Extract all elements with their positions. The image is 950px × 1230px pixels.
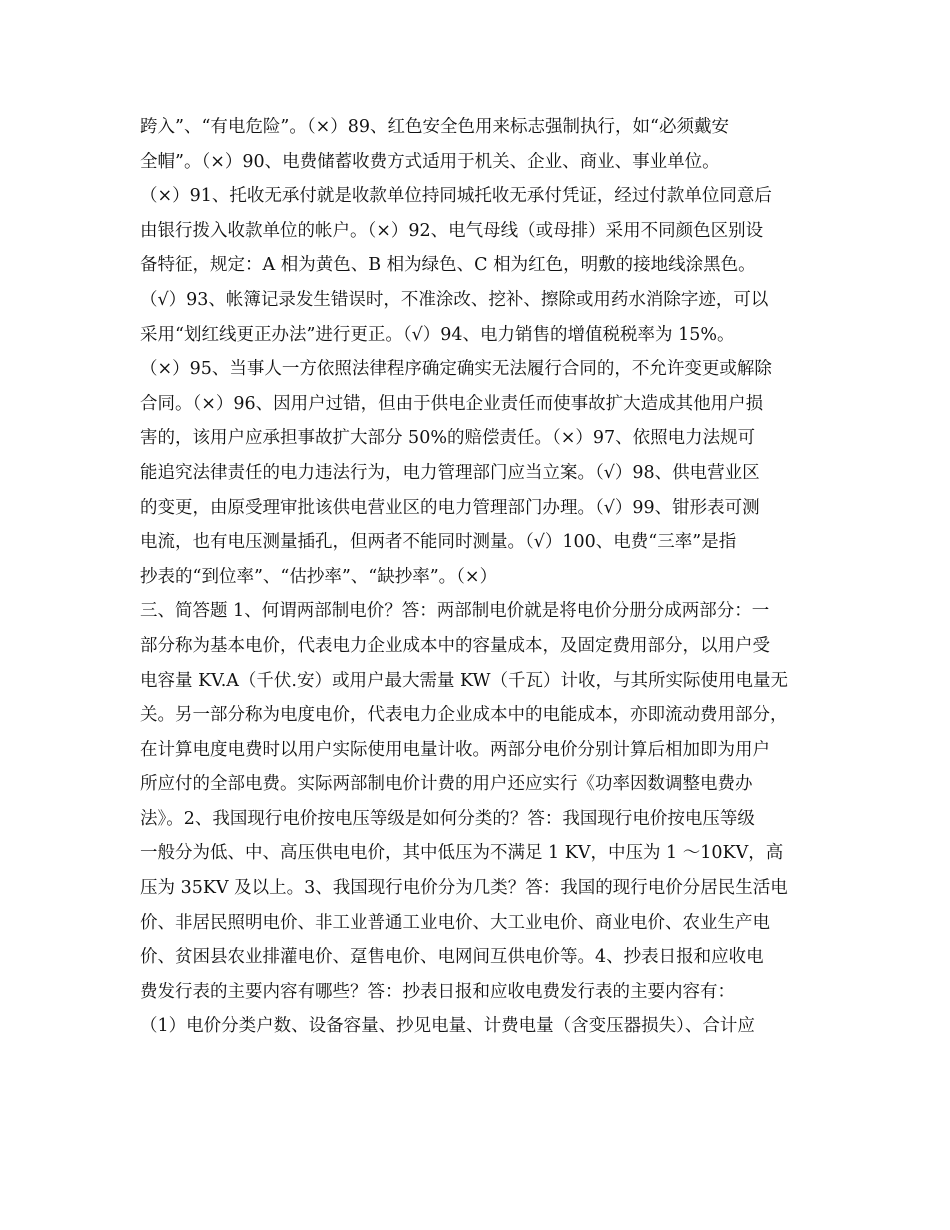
text-line: 关。另一部分称为电度电价，代表电力企业成本中的电能成本，亦即流动费用部分， [140, 705, 788, 726]
text-line: 合同。（×）96、因用户过错，但由于供电企业责任而使事故扩大造成其他用户损 [140, 393, 764, 414]
text-line: 法》。2、我国现行电价按电压等级是如何分类的？答：我国现行电价按电压等级 [140, 808, 755, 829]
text-line: 电流，也有电压测量插孔，但两者不能同时测量。（√）100、电费“三率”是指 [140, 532, 737, 553]
text-line: （×）95、当事人一方依照法律程序确定确实无法履行合同的，不允许变更或解除 [140, 359, 772, 380]
text-line: 电容量 KV.A（千伏.安）或用户最大需量 KW（千瓦）计收，与其所实际使用电量无 [140, 670, 788, 691]
text-line: 采用“划红线更正办法”进行更正。（√）94、电力销售的增值税税率为 15%。 [140, 324, 735, 345]
section-heading-line: 三、简答题 1、何谓两部制电价？答：两部制电价就是将电价分册分成两部分：一 [140, 601, 770, 622]
body-text [140, 110, 820, 1044]
text-line: 压为 35KV 及以上。3、我国现行电价分为几类？答：我国的现行电价分居民生活电 [140, 878, 788, 899]
text-line: 备特征，规定：A 相为黄色、B 相为绿色、C 相为红色，明敷的接地线涂黑色。 [140, 255, 756, 276]
text-line: 费发行表的主要内容有哪些？答：抄表日报和应收电费发行表的主要内容有： [140, 981, 735, 1002]
text-line: 的变更，由原受理审批该供电营业区的电力管理部门办理。（√）99、钳形表可测 [140, 497, 760, 518]
text-line: （×）91、托收无承付就是收款单位持同城托收无承付凭证，经过付款单位同意后 [140, 186, 772, 207]
text-line: 价、非居民照明电价、非工业普通工业电价、大工业电价、商业电价、农业生产电 [140, 912, 770, 933]
text-line: 全帽”。（×）90、电费储蓄收费方式适用于机关、企业、商业、事业单位。 [140, 151, 720, 172]
text-line: 跨入”、“有电危险”。（×）89、红色安全色用来标志强制执行，如“必须戴安 [140, 117, 729, 137]
text-line: 由银行拨入收款单位的帐户。（×）92、电气母线（或母排）采用不同颜色区别设 [140, 220, 764, 241]
text-line: （√）93、帐簿记录发生错误时，不准涂改、挖补、擦除或用药水消除字迹，可以 [140, 289, 769, 310]
text-line: 价、贫困县农业排灌电价、趸售电价、电网间互供电价等。4、抄表日报和应收电 [140, 947, 764, 968]
text-line: 害的，该用户应承担事故扩大部分 50%的赔偿责任。（×）97、依照电力法规可 [140, 428, 756, 449]
text-line: 能追究法律责任的电力违法行为，电力管理部门应当立案。（√）98、供电营业区 [140, 462, 760, 483]
text-line: 所应付的全部电费。实际两部制电价计费的用户还应实行《功率因数调整电费办 [140, 774, 753, 795]
text-line: 部分称为基本电价，代表电力企业成本中的容量成本，及固定费用部分，以用户受 [140, 635, 770, 656]
text-line: 一般分为低、中、高压供电电价，其中低压为不满足 1 KV，中压为 1 ～10KV，高 [140, 843, 784, 864]
text-line: 在计算电度电费时以用户实际使用电量计收。两部分电价分别计算后相加即为用户 [140, 739, 770, 760]
text-line: 抄表的“到位率”、“估抄率”、“缺抄率”。（×） [140, 566, 498, 587]
text-line: （1）电价分类户数、设备容量、抄见电量、计费电量（含变压器损失）、合计应 [140, 1016, 755, 1037]
